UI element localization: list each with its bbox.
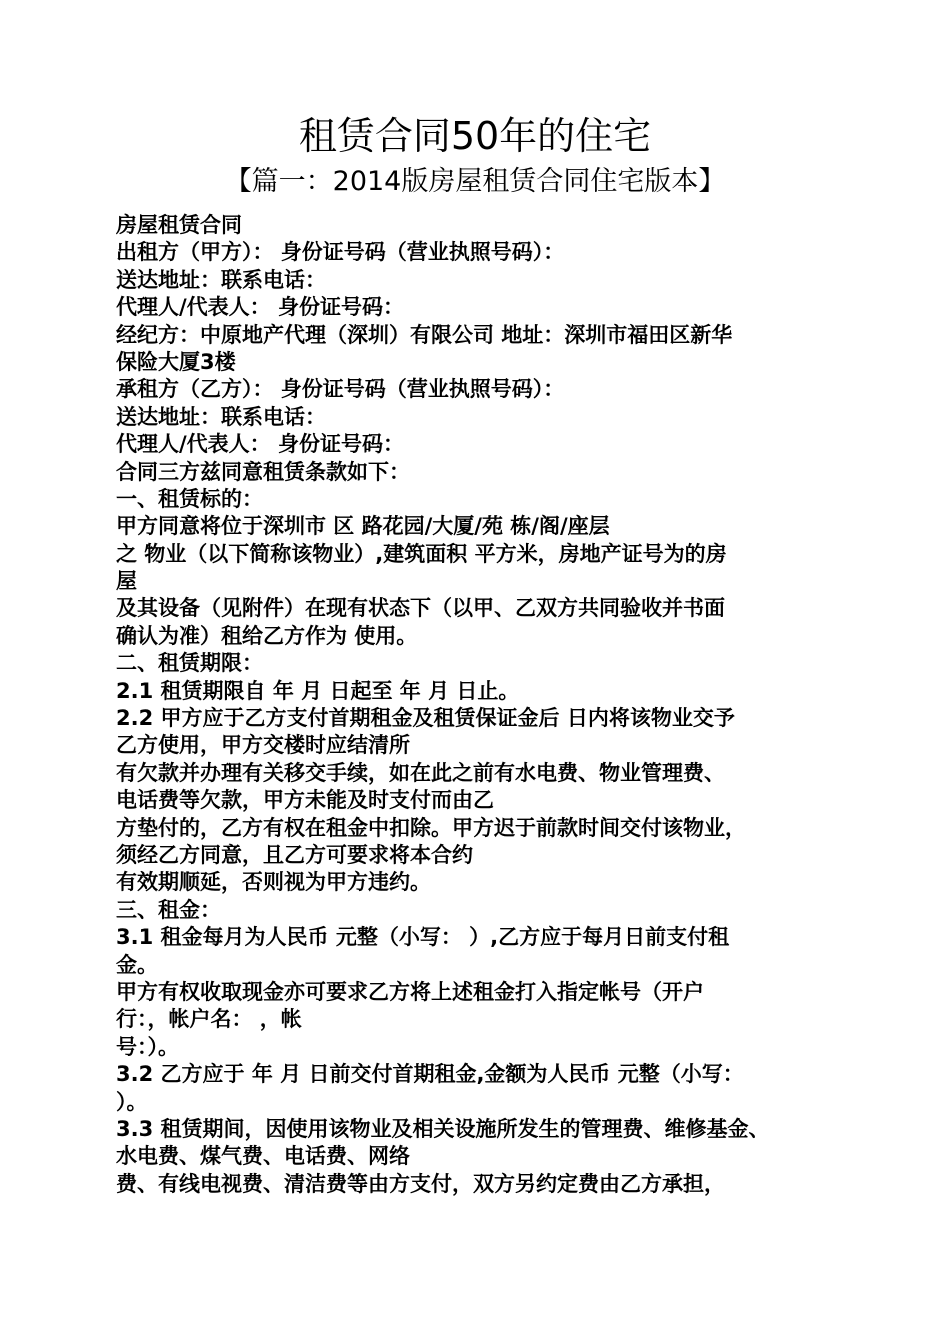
text-line: 须经乙方同意，且乙方可要求将本合约 xyxy=(116,842,473,867)
text-line: ）。 xyxy=(116,1089,148,1114)
text-line: 代理人/代表人： 身份证号码： xyxy=(116,295,404,320)
text-line: 3.1 租金每月为人民币 元整（小写： ）,乙方应于每月日前支付租 xyxy=(116,925,730,950)
text-line: 3.2 乙方应于 年 月 日前交付首期租金,金额为人民币 元整（小写： xyxy=(116,1062,744,1087)
contract-body xyxy=(116,212,846,1198)
text-line: 行：，帐户名： ，帐 xyxy=(116,1007,302,1032)
text-line: 有效期顺延，否则视为甲方违约。 xyxy=(116,870,431,895)
section-heading: 一、租赁标的： xyxy=(116,486,263,511)
text-line: 方垫付的，乙方有权在租金中扣除。甲方迟于前款时间交付该物业， xyxy=(116,815,746,840)
text-line: 2.1 租赁期限自 年 月 日起至 年 月 日止。 xyxy=(116,678,520,703)
text-line: 水电费、煤气费、电话费、网络 xyxy=(116,1144,410,1169)
text-line: 金。 xyxy=(116,952,158,977)
text-line: 费、有线电视费、清洁费等由方支付，双方另约定费由乙方承担， xyxy=(116,1171,725,1196)
text-line: 电话费等欠款，甲方未能及时支付而由乙 xyxy=(116,788,494,813)
text-line: 之 物业（以下简称该物业）,建筑面积 平方米，房地产证号为的房 xyxy=(116,541,727,566)
document-title: 租赁合同50年的住宅 xyxy=(298,114,652,158)
section-heading: 二、租赁期限： xyxy=(116,651,263,676)
document-subtitle: 【篇一：2014版房屋租赁合同住宅版本】 xyxy=(224,166,726,197)
text-line: 合同三方兹同意租赁条款如下： xyxy=(116,459,410,484)
text-line: 甲方同意将位于深圳市 区 路花园/大厦/苑 栋/阁/座层 xyxy=(116,514,610,539)
text-line: 保险大厦3楼 xyxy=(116,349,236,374)
text-line: 及其设备（见附件）在现有状态下（以甲、乙双方共同验收并书面 xyxy=(116,596,725,621)
text-line: 2.2 甲方应于乙方支付首期租金及租赁保证金后 日内将该物业交予 xyxy=(116,706,735,731)
text-line: 屋 xyxy=(116,569,137,594)
section-heading: 三、租金： xyxy=(116,897,221,922)
text-line: 有欠款并办理有关移交手续，如在此之前有水电费、物业管理费、 xyxy=(116,760,725,785)
text-line: 代理人/代表人： 身份证号码： xyxy=(116,432,404,457)
text-line: 确认为准）租给乙方作为 使用。 xyxy=(116,623,418,648)
text-line: 承租方（乙方）： 身份证号码（营业执照号码）： xyxy=(116,377,565,402)
text-line: 送达地址：联系电话： xyxy=(116,404,326,429)
text-line: 经纪方：中原地产代理（深圳）有限公司 地址：深圳市福田区新华 xyxy=(116,322,733,347)
text-line: 房屋租赁合同 xyxy=(116,213,242,237)
text-line: 出租方（甲方）： 身份证号码（营业执照号码）： xyxy=(116,240,565,265)
text-line: 乙方使用，甲方交楼时应结清所 xyxy=(116,733,410,758)
text-line: 甲方有权收取现金亦可要求乙方将上述租金打入指定帐号（开户 xyxy=(116,979,704,1004)
text-line: 号：）。 xyxy=(116,1034,179,1059)
text-line: 3.3 租赁期间，因使用该物业及相关设施所发生的管理费、维修基金、 xyxy=(116,1116,770,1141)
text-line: 送达地址：联系电话： xyxy=(116,267,326,292)
